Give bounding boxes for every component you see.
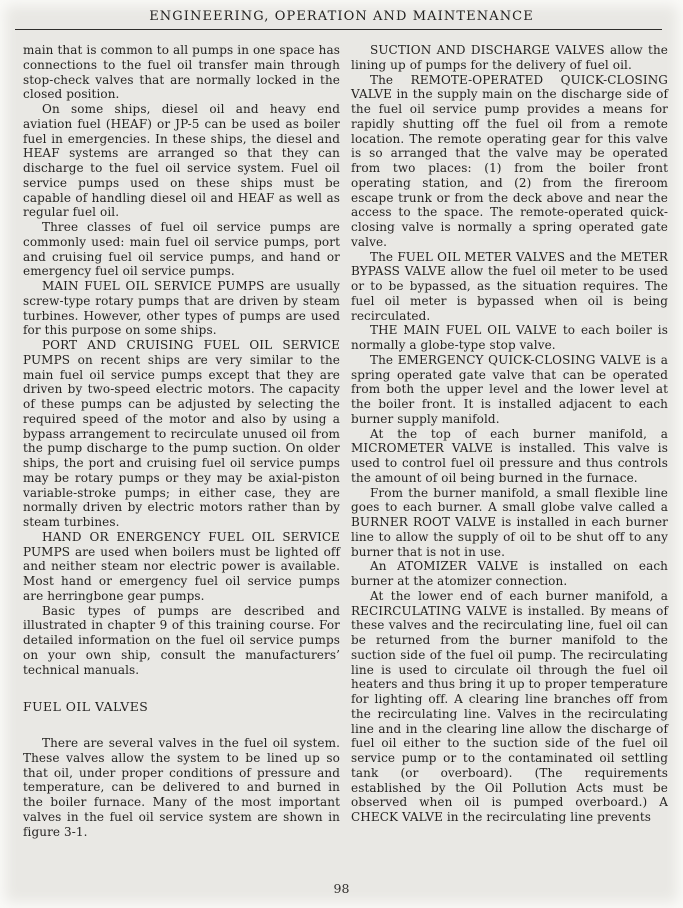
page-header: [0, 0, 683, 30]
paragraph: PORT AND CRUISING FUEL OIL SERVICE PUMPS on recent ships are very similar to the main fuel oil service pumps except that they are driven by two-speed electric motors. The capacity of these pumps can be adjusted by selecting the required speed of the motor and also by using a bypass arrangement to recirculate unused oil from the pump discharge to the pump suction. On older ships, the port and cruising fuel oil service pumps may be rotary pumps or they may be axial-piston variable-stroke pumps; in either case, they are normally driven by electric motors rather than by steam turbines.: [23, 338, 340, 529]
paragraph: At the lower end of each burner manifold, a RECIRCULATING VALVE is installed. By means of these valves and the recirculating line, fuel oil can be returned from the burner manifold to the suction side of the fuel oil pump. The recirculating line is used to circulate oil through the fuel oil heaters and thus bring it up to proper temperature for lighting off. A clearing line branches off from the recirculating line. Valves in the recirculating line and in the clearing line allow the discharge of fuel oil either to the suction side of the fuel oil service pump or to the contaminated oil settling tank (or overboard). (The requirements established by the Oil Pollution Acts must be observed when oil is pumped overboard.) A CHECK VALVE in the recirculating line prevents: [351, 588, 668, 824]
paragraph: The FUEL OIL METER VALVES and the METER BYPASS VALVE allow the fuel oil meter to be used or to be bypassed, as the situation requires. The fuel oil meter is bypassed when oil is being recirculated.: [351, 249, 668, 323]
running-header-title: ENGINEERING, OPERATION AND MAINTENANCE: [149, 9, 534, 24]
page-number: 98: [333, 881, 350, 896]
paragraph: From the burner manifold, a small flexible line goes to each burner. A small globe valve called a BURNER ROOT VALVE is installed in each burner line to allow the supply of oil to be shut off to any burner that is not in use.: [351, 485, 668, 559]
paragraph: The REMOTE-OPERATED QUICK-CLOSING VALVE in the supply main on the discharge side of the fuel oil service pump provides a means for rapidly shutting off the fuel oil from a remote location. The remote operating gear for this valve is so arranged that the valve may be operated from two places: (1) from the boiler front operating station, and (2) from the fireroom escape trunk or from the deck above and near the access to the space. The remote-operated quick-closing valve is normally a spring operated gate valve.: [351, 72, 668, 249]
left-column: [23, 43, 340, 839]
text-columns: [0, 30, 683, 839]
paragraph: There are several valves in the fuel oil system. These valves allow the system to be lined up so that oil, under proper conditions of pressure and temperature, can be delivered to and burned in the boiler furnace. Many of the most important valves in the fuel oil service system are shown in figure 3-1.: [23, 736, 340, 839]
paragraph: Three classes of fuel oil service pumps are commonly used: main fuel oil service pumps, port and cruising fuel oil service pumps, and hand or emergency fuel oil service pumps.: [23, 220, 340, 279]
paragraph: MAIN FUEL OIL SERVICE PUMPS are usually screw-type rotary pumps that are driven by steam turbines. However, other types of pumps are used for this purpose on some ships.: [23, 279, 340, 338]
paragraph: Basic types of pumps are described and illustrated in chapter 9 of this training course. For detailed information on the fuel oil service pumps on your own ship, consult the manufacturers’ technical manuals.: [23, 603, 340, 677]
right-column: [351, 43, 668, 839]
paragraph: THE MAIN FUEL OIL VALVE to each boiler is normally a globe-type stop valve.: [351, 323, 668, 352]
paragraph: main that is common to all pumps in one space has connections to the fuel oil transfer main through stop-check valves that are normally locked in the closed position.: [23, 43, 340, 102]
section-heading-fuel-oil-valves: FUEL OIL VALVES: [23, 699, 149, 715]
paragraph: At the top of each burner manifold, a MICROMETER VALVE is installed. This valve is used to control fuel oil pressure and thus controls the amount of oil being burned in the furnace.: [351, 426, 668, 485]
paragraph: An ATOMIZER VALVE is installed on each burner at the atomizer connection.: [351, 559, 668, 588]
paragraph: SUCTION AND DISCHARGE VALVES allow the lining up of pumps for the delivery of fuel oil.: [351, 43, 668, 72]
paragraph: HAND OR ENERGENCY FUEL OIL SERVICE PUMPS are used when boilers must be lighted off and neither steam nor electric power is available. Most hand or emergency fuel oil service pumps are herringbone gear pumps.: [23, 529, 340, 603]
paragraph: The EMERGENCY QUICK-CLOSING VALVE is a spring operated gate valve that can be operated from both the upper level and the lower level at the boiler front. It is installed adjacent to each burner supply manifold.: [351, 352, 668, 426]
paragraph: On some ships, diesel oil and heavy end aviation fuel (HEAF) or JP-5 can be used as boiler fuel in emergencies. In these ships, the diesel and HEAF systems are arranged so that they can discharge to the fuel oil service system. Fuel oil service pumps used on these ships must be capable of handling diesel oil and HEAF as well as regular fuel oil.: [23, 102, 340, 220]
